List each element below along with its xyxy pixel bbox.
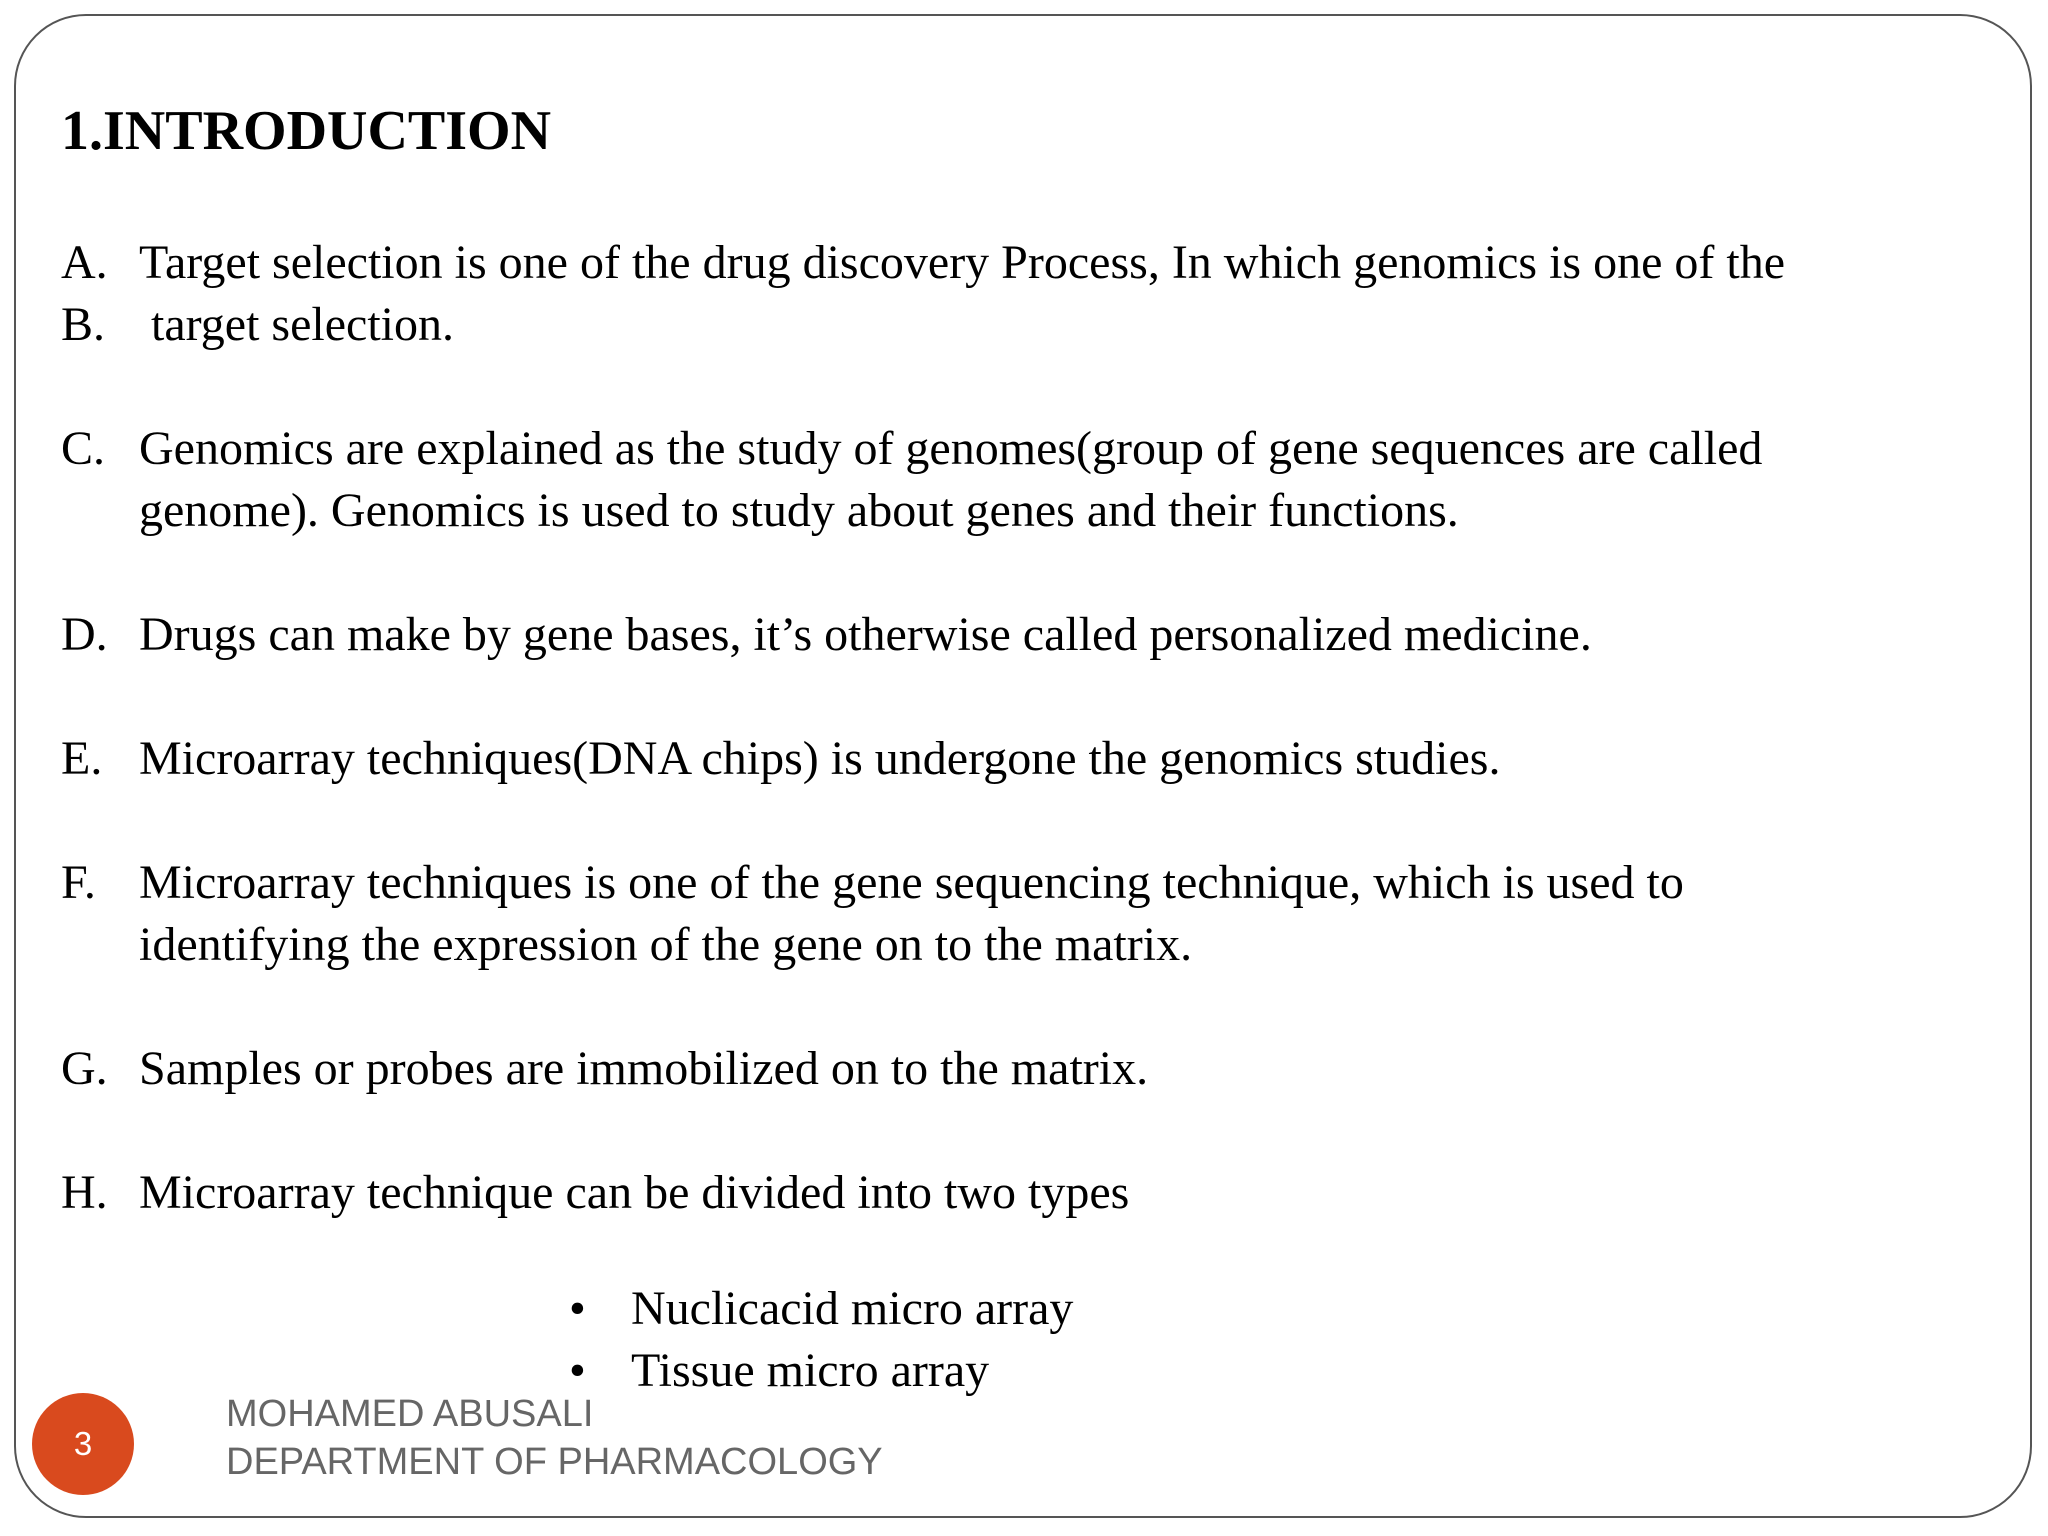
footer-department: DEPARTMENT OF PHARMACOLOGY [226,1441,883,1483]
item-letter: E. [61,732,103,785]
spacer [61,542,1981,604]
item-text-continued: genome). Genomics is used to study about genes and their functions. [139,484,1459,537]
spacer [61,1100,1981,1162]
footer-author: MOHAMED ABUSALI [226,1393,594,1435]
item-letter: G. [61,1042,108,1095]
item-letter: B. [61,298,106,351]
page-number-badge [32,1393,134,1495]
item-text: Samples or probes are immobilized on to the matrix. [139,1042,1149,1095]
item-text: Target selection is one of the drug discovery Process, In which genomics is one of the [139,236,1786,289]
bullet-list [569,1278,1073,1402]
item-text-continued: identifying the expression of the gene on to the matrix. [139,918,1193,971]
list-item-a [61,232,1981,294]
bullet-text: Nuclicacid micro array [631,1282,1074,1335]
bullet-item [569,1278,1073,1340]
list-item-d [61,604,1981,666]
spacer [61,666,1981,728]
slide-content [61,232,1981,1224]
bullet-text: Tissue micro array [631,1344,990,1397]
list-item-e [61,728,1981,790]
list-item-c [61,418,1981,542]
item-letter: F. [61,856,96,909]
bullet-icon: • [569,1344,586,1397]
item-text: Genomics are explained as the study of genomes(group of gene sequences are called [139,422,1763,475]
item-letter: C. [61,422,106,475]
spacer [61,976,1981,1038]
bullet-icon: • [569,1282,586,1335]
item-text: target selection. [139,298,454,351]
item-text: Drugs can make by gene bases, it’s otherwise called personalized medicine. [139,608,1592,661]
item-letter: A. [61,236,108,289]
list-item-b [61,294,1981,356]
item-text: Microarray technique can be divided into two types [139,1166,1130,1219]
item-letter: H. [61,1166,108,1219]
spacer [61,356,1981,418]
item-text: Microarray techniques(DNA chips) is undergone the genomics studies. [139,732,1501,785]
list-item-g [61,1038,1981,1100]
slide-title: 1.INTRODUCTION [61,100,552,162]
list-item-h [61,1162,1981,1224]
page-number: 3 [73,1425,93,1462]
item-letter: D. [61,608,108,661]
list-item-f [61,852,1981,976]
spacer [61,790,1981,852]
item-text: Microarray techniques is one of the gene sequencing technique, which is used to [139,856,1684,909]
footer [226,1390,883,1486]
